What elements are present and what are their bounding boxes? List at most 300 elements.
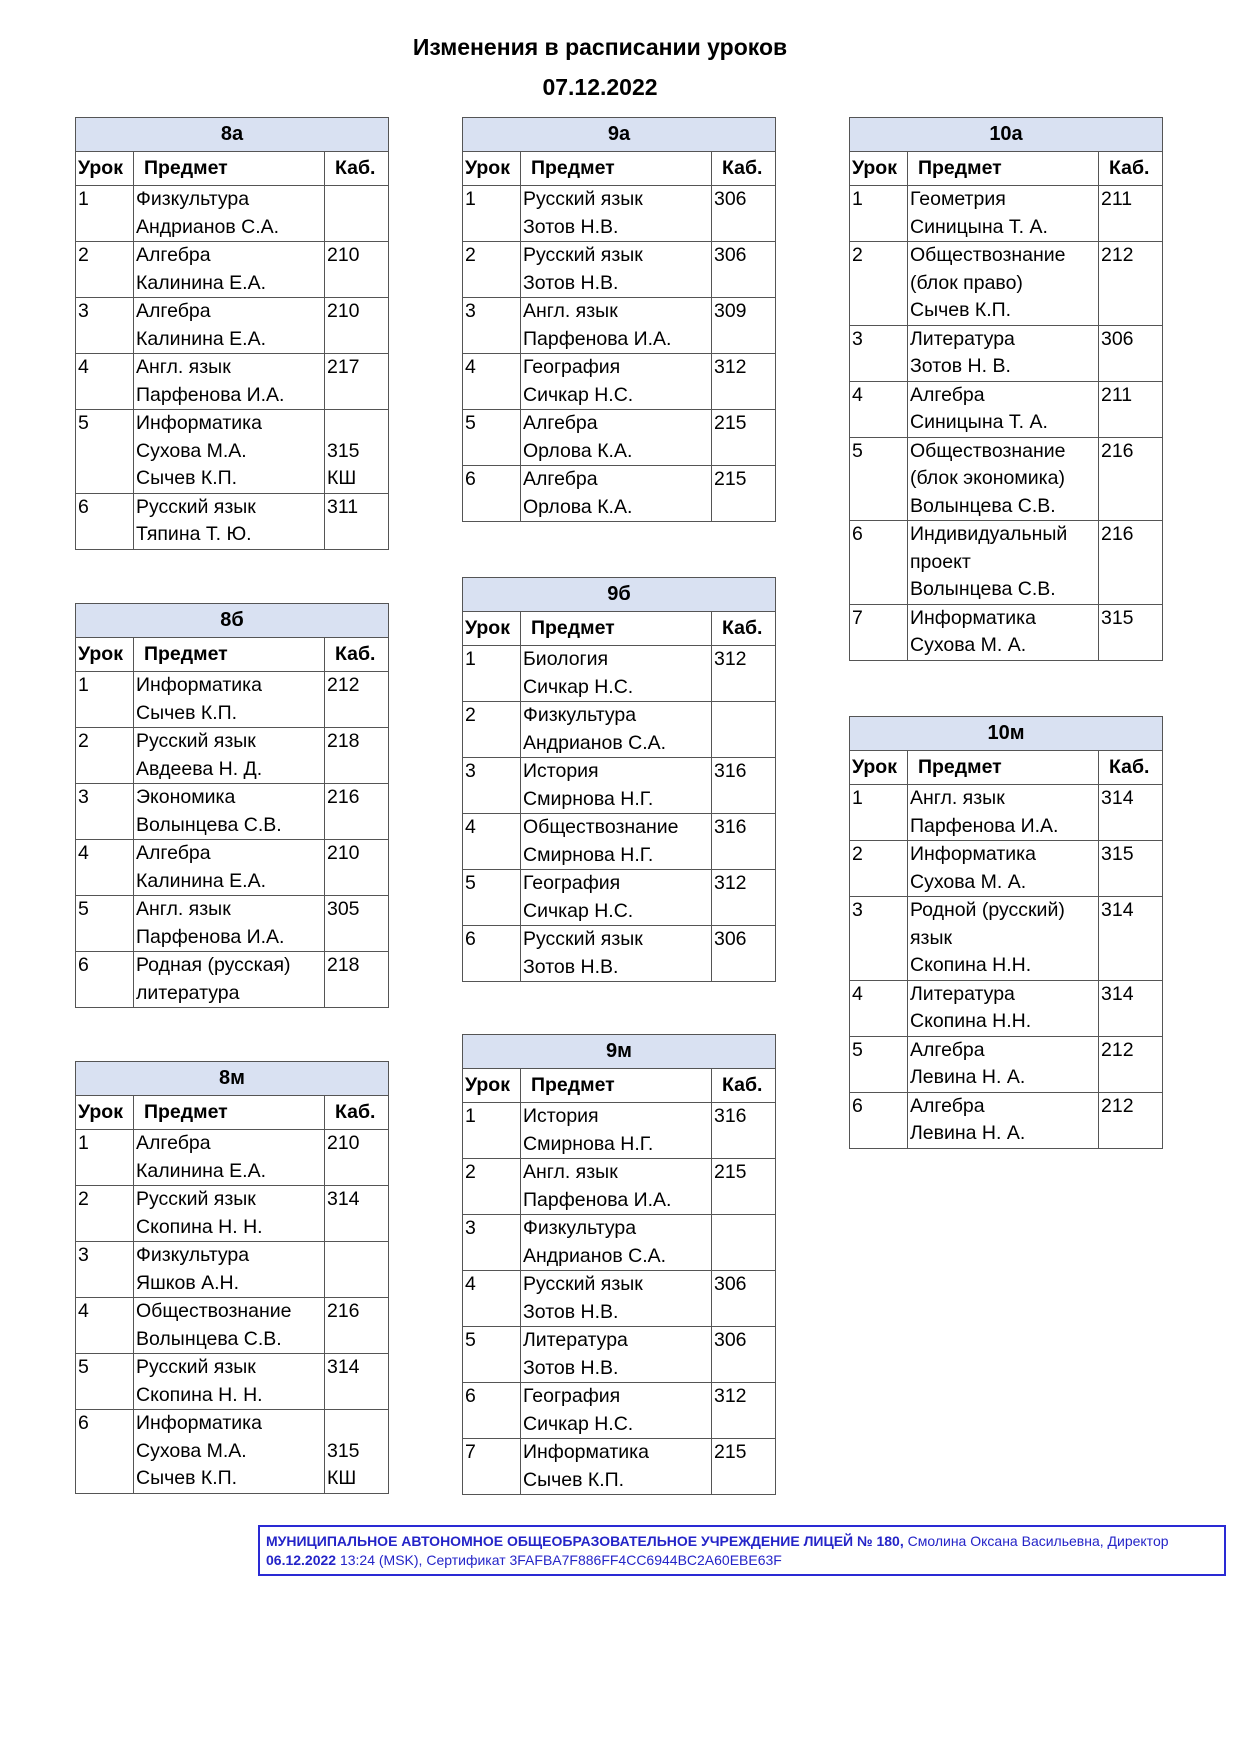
- room-cell: [324, 1354, 388, 1410]
- room-line: 315: [326, 1439, 360, 1462]
- column-header-room: Каб.: [711, 152, 775, 186]
- subject-line: Сухова М. А.: [910, 870, 1027, 893]
- subject-line: Литература: [910, 982, 1015, 1005]
- column-header-lesson: Урок: [76, 638, 134, 672]
- room-cell: [1098, 521, 1162, 605]
- table-row: [463, 186, 776, 242]
- table-row: [76, 1242, 389, 1298]
- column-header-lesson: Урок: [850, 751, 908, 785]
- table-row: [463, 870, 776, 926]
- table-row: [76, 728, 389, 784]
- subject-line: Русский язык: [136, 1188, 256, 1210]
- lesson-number: 4: [76, 354, 134, 410]
- room-line: 306: [713, 244, 747, 266]
- table-row: [463, 298, 776, 354]
- subject-line: Литература: [523, 1329, 628, 1351]
- column-header-room: Каб.: [324, 1096, 388, 1130]
- column-header-lesson: Урок: [850, 152, 908, 186]
- room-line: 211: [1100, 383, 1133, 406]
- table-row: [850, 521, 1163, 605]
- table-row: [76, 784, 389, 840]
- lesson-number: 6: [76, 493, 134, 549]
- subject-line: Смирнова Н.Г.: [523, 787, 654, 810]
- subject-line: Русский язык: [523, 928, 643, 950]
- subject-line: Алгебра: [910, 1094, 985, 1117]
- room-line: 211: [1100, 188, 1133, 210]
- room-cell: [711, 410, 775, 466]
- subject-cell: [134, 354, 325, 410]
- lesson-number: 3: [76, 784, 134, 840]
- subject-line: Алгебра: [136, 842, 211, 864]
- subject-line: Русский язык: [523, 244, 643, 266]
- subject-line: Парфенова И.А.: [910, 814, 1059, 837]
- table-row: [76, 298, 389, 354]
- subject-line: Физкультура: [136, 1244, 250, 1266]
- lesson-number: 6: [850, 1092, 908, 1148]
- room-cell: [1099, 1092, 1163, 1148]
- lesson-number: 2: [76, 1186, 134, 1242]
- lesson-number: 1: [850, 785, 908, 841]
- subject-line: Алгебра: [136, 1132, 211, 1154]
- subject-line: Родной (русский): [910, 899, 1065, 921]
- table-row: [463, 1215, 776, 1271]
- room-cell: [324, 186, 388, 242]
- room-line: 315: [1100, 606, 1134, 629]
- subject-line: Англ. язык: [136, 898, 231, 920]
- subject-cell: [521, 1383, 712, 1439]
- schedule-table-9b: [462, 577, 776, 982]
- subject-line: Андрианов С.А.: [523, 1244, 667, 1267]
- subject-cell: [908, 897, 1099, 981]
- subject-line: Алгебра: [523, 412, 598, 434]
- table-row: [850, 325, 1163, 381]
- room-cell: [711, 466, 775, 522]
- subject-line: Геометрия: [910, 188, 1006, 210]
- table-row: [76, 410, 389, 494]
- column-header-room: Каб.: [711, 612, 775, 646]
- subject-line: Парфенова И.А.: [136, 925, 285, 948]
- subject-line: Алгебра: [523, 468, 598, 490]
- lesson-number: 6: [463, 466, 521, 522]
- room-line: 212: [1101, 1038, 1134, 1061]
- subject-line: Сычев К.П.: [136, 467, 238, 489]
- room-cell: [711, 1215, 775, 1271]
- room-cell: [324, 1242, 388, 1298]
- subject-line: Авдеева Н. Д.: [136, 757, 263, 780]
- subject-line: Информатика: [136, 1412, 262, 1434]
- subject-line: Волынцева С.В.: [136, 1327, 282, 1350]
- subject-cell: [134, 410, 325, 494]
- lesson-number: 2: [463, 1159, 521, 1215]
- subject-cell: [521, 1439, 712, 1495]
- schedule-table-10m: [849, 716, 1163, 1149]
- subject-line: География: [523, 872, 621, 894]
- room-line: 218: [326, 730, 360, 752]
- room-line: 306: [713, 1329, 747, 1351]
- room-line: 212: [1100, 244, 1134, 266]
- subject-cell: [521, 1215, 712, 1271]
- subject-line: Литература: [910, 327, 1015, 350]
- lesson-number: 6: [463, 1383, 521, 1439]
- subject-line: Русский язык: [523, 1273, 643, 1295]
- table-row: [850, 1036, 1163, 1092]
- subject-line: Волынцева С.В.: [910, 578, 1056, 600]
- room-line: 218: [326, 954, 360, 976]
- subject-line: Родная (русская): [136, 954, 291, 976]
- lesson-number: 2: [463, 242, 521, 298]
- lesson-number: 1: [850, 186, 908, 242]
- subject-line: Сычев К.П.: [523, 1468, 625, 1491]
- subject-line: Англ. язык: [523, 300, 618, 322]
- signature-person: Смолина Оксана Васильевна, Директор: [907, 1533, 1169, 1549]
- subject-cell: [134, 896, 325, 952]
- subject-cell: [521, 298, 712, 354]
- subject-line: Обществознание: [910, 244, 1066, 266]
- room-cell: [324, 354, 388, 410]
- subject-cell: [521, 1327, 712, 1383]
- subject-line: Англ. язык: [136, 356, 231, 378]
- subject-cell: [134, 1410, 325, 1494]
- table-row: [850, 381, 1163, 437]
- subject-line: Зотов Н.В.: [523, 271, 619, 294]
- lesson-number: 1: [76, 1130, 134, 1186]
- subject-line: Волынцева С.В.: [136, 813, 282, 836]
- room-line: 306: [713, 1273, 747, 1295]
- room-line: [327, 410, 386, 438]
- room-line: КШ: [326, 467, 357, 489]
- schedule-table-8b: [75, 603, 389, 1008]
- table-row: [463, 1103, 776, 1159]
- room-cell: [1098, 325, 1162, 381]
- column-header-subject: Предмет: [134, 1096, 325, 1130]
- class-name-header: 8м: [76, 1062, 389, 1096]
- subject-cell: [134, 493, 325, 549]
- lesson-number: 6: [76, 952, 134, 1008]
- room-line: 306: [713, 928, 747, 950]
- subject-line: (блок экономика): [910, 467, 1065, 489]
- subject-line: Парфенова И.А.: [136, 383, 285, 406]
- subject-line: Обществознание: [910, 439, 1066, 462]
- room-line: 314: [1101, 787, 1134, 809]
- table-row: [463, 242, 776, 298]
- room-cell: [1098, 604, 1162, 660]
- room-cell: [324, 784, 388, 840]
- subject-cell: [134, 840, 325, 896]
- lesson-number: 6: [463, 926, 521, 982]
- schedule-table-9m: [462, 1034, 776, 1495]
- subject-cell: [134, 1354, 325, 1410]
- column-header-subject: Предмет: [908, 751, 1099, 785]
- subject-cell: [908, 785, 1099, 841]
- subject-line: Зотов Н.В.: [523, 955, 619, 978]
- digital-signature-stamp: [258, 1525, 1226, 1576]
- subject-line: Сычев К.П.: [136, 1467, 238, 1489]
- subject-line: язык: [910, 926, 953, 949]
- subject-cell: [134, 1186, 325, 1242]
- subject-cell: [908, 381, 1099, 437]
- room-line: 212: [1101, 1094, 1134, 1117]
- subject-line: Русский язык: [136, 730, 256, 752]
- lesson-number: 3: [76, 1242, 134, 1298]
- subject-cell: [521, 186, 712, 242]
- subject-line: История: [523, 760, 599, 782]
- subject-line: Скопина Н.Н.: [910, 954, 1032, 976]
- room-cell: [1098, 186, 1162, 242]
- subject-cell: [908, 325, 1099, 381]
- subject-line: Информатика: [523, 1441, 649, 1463]
- subject-line: Сичкар Н.С.: [523, 1412, 634, 1435]
- lesson-number: 3: [76, 298, 134, 354]
- room-line: 312: [713, 356, 747, 378]
- room-cell: [711, 1327, 775, 1383]
- room-cell: [324, 672, 388, 728]
- column-header-subject: Предмет: [134, 152, 325, 186]
- room-line: 212: [326, 674, 360, 696]
- lesson-number: 1: [463, 646, 521, 702]
- subject-line: Скопина Н.Н.: [910, 1010, 1032, 1032]
- column-header-room: Каб.: [1098, 152, 1162, 186]
- table-row: [463, 702, 776, 758]
- table-row: [463, 814, 776, 870]
- table-row: [76, 1186, 389, 1242]
- room-line: 312: [713, 648, 747, 670]
- table-row: [463, 354, 776, 410]
- class-name-header: 9а: [463, 118, 776, 152]
- subject-line: Сичкар Н.С.: [523, 899, 634, 922]
- lesson-number: 5: [76, 410, 134, 494]
- room-line: 314: [1101, 899, 1134, 921]
- lesson-number: 2: [76, 728, 134, 784]
- room-line: 210: [326, 1132, 360, 1154]
- subject-cell: [521, 814, 712, 870]
- room-line: 210: [326, 842, 360, 864]
- subject-line: География: [523, 356, 621, 378]
- schedule-table-10a: [849, 117, 1163, 661]
- column-header-lesson: Урок: [76, 152, 134, 186]
- lesson-number: 5: [463, 1327, 521, 1383]
- room-cell: [324, 1130, 388, 1186]
- class-name-header: 9м: [463, 1035, 776, 1069]
- table-row: [76, 354, 389, 410]
- room-line: 316: [713, 1105, 747, 1127]
- room-cell: [711, 926, 775, 982]
- subject-line: Зотов Н.В.: [523, 215, 619, 238]
- room-line: [327, 1410, 386, 1438]
- room-line: 311: [326, 495, 359, 518]
- lesson-number: 5: [850, 1036, 908, 1092]
- lesson-number: 3: [463, 298, 521, 354]
- subject-line: Калинина Е.А.: [136, 327, 267, 350]
- lesson-number: 4: [463, 814, 521, 870]
- lesson-number: 5: [76, 896, 134, 952]
- room-line: 215: [713, 468, 747, 490]
- room-cell: [711, 186, 775, 242]
- subject-line: Физкультура: [523, 704, 637, 726]
- subject-line: Андрианов С.А.: [136, 215, 280, 238]
- subject-line: Зотов Н.В.: [523, 1356, 619, 1379]
- room-cell: [324, 410, 388, 494]
- subject-cell: [134, 672, 325, 728]
- room-line: 309: [713, 300, 747, 322]
- subject-line: Физкультура: [523, 1217, 637, 1239]
- class-name-header: 8б: [76, 604, 389, 638]
- subject-line: Алгебра: [910, 1038, 985, 1061]
- room-line: 316: [713, 760, 747, 782]
- subject-line: Волынцева С.В.: [910, 494, 1056, 517]
- table-row: [463, 758, 776, 814]
- room-line: 315: [1101, 843, 1134, 865]
- lesson-number: 7: [850, 604, 908, 660]
- subject-cell: [908, 242, 1099, 326]
- subject-line: Информатика: [910, 606, 1036, 629]
- table-row: [76, 952, 389, 1008]
- room-line: 314: [1101, 982, 1134, 1005]
- subject-line: Калинина Е.А.: [136, 1159, 267, 1182]
- subject-cell: [521, 410, 712, 466]
- page-title: Изменения в расписании уроков: [412, 34, 788, 60]
- subject-line: Орлова К.А.: [523, 439, 633, 462]
- table-row: [463, 1271, 776, 1327]
- lesson-number: 2: [76, 242, 134, 298]
- lesson-number: 6: [76, 1410, 134, 1494]
- table-row: [76, 672, 389, 728]
- subject-cell: [908, 980, 1099, 1036]
- room-line: 216: [1100, 439, 1134, 462]
- table-row: [76, 242, 389, 298]
- lesson-number: 4: [76, 1298, 134, 1354]
- schedule-table-8a: [75, 117, 389, 550]
- subject-line: Андрианов С.А.: [523, 731, 667, 754]
- lesson-number: 3: [463, 758, 521, 814]
- subject-line: Физкультура: [136, 188, 250, 210]
- room-line: 316: [713, 816, 747, 838]
- subject-line: Смирнова Н.Г.: [523, 1132, 654, 1155]
- subject-line: Калинина Е.А.: [136, 869, 267, 892]
- room-line: 216: [326, 1300, 360, 1322]
- subject-cell: [521, 242, 712, 298]
- subject-line: Калинина Е.А.: [136, 271, 267, 294]
- room-cell: [711, 1103, 775, 1159]
- subject-line: Сычев К.П.: [136, 701, 238, 724]
- lesson-number: 5: [850, 437, 908, 521]
- subject-line: Сухова М. А.: [910, 634, 1027, 656]
- subject-line: Русский язык: [523, 188, 643, 210]
- room-line: 210: [326, 300, 360, 322]
- subject-line: Яшков А.Н.: [136, 1271, 240, 1294]
- table-row: [76, 1410, 389, 1494]
- table-row: [850, 1092, 1163, 1148]
- lesson-number: 4: [463, 354, 521, 410]
- column-header-lesson: Урок: [76, 1096, 134, 1130]
- room-line: 217: [326, 356, 360, 378]
- table-row: [76, 493, 389, 549]
- room-cell: [1098, 381, 1162, 437]
- room-cell: [711, 1159, 775, 1215]
- lesson-number: 3: [850, 897, 908, 981]
- room-line: 314: [326, 1356, 360, 1378]
- lesson-number: 3: [463, 1215, 521, 1271]
- room-cell: [324, 896, 388, 952]
- subject-line: Алгебра: [136, 300, 211, 322]
- room-cell: [711, 1383, 775, 1439]
- subject-line: Информатика: [136, 674, 262, 696]
- lesson-number: 2: [463, 702, 521, 758]
- subject-cell: [908, 841, 1099, 897]
- subject-cell: [521, 1271, 712, 1327]
- lesson-number: 4: [463, 1271, 521, 1327]
- subject-line: Англ. язык: [523, 1161, 618, 1183]
- subject-line: Алгебра: [136, 244, 211, 266]
- lesson-number: 5: [76, 1354, 134, 1410]
- subject-line: Индивидуальный: [910, 523, 1068, 545]
- room-cell: [324, 728, 388, 784]
- room-line: 314: [326, 1188, 360, 1210]
- column-header-lesson: Урок: [463, 612, 521, 646]
- subject-cell: [521, 702, 712, 758]
- subject-line: Сычев К.П.: [910, 299, 1012, 321]
- subject-cell: [134, 298, 325, 354]
- subject-cell: [521, 870, 712, 926]
- subject-line: Левина Н. А.: [910, 1122, 1026, 1144]
- subject-cell: [134, 728, 325, 784]
- subject-line: География: [523, 1385, 621, 1407]
- subject-line: проект: [910, 550, 971, 573]
- table-row: [850, 980, 1163, 1036]
- subject-cell: [908, 186, 1099, 242]
- room-cell: [324, 298, 388, 354]
- subject-cell: [134, 1242, 325, 1298]
- subject-cell: [908, 604, 1099, 660]
- table-row: [463, 466, 776, 522]
- lesson-number: 4: [850, 980, 908, 1036]
- signature-details: 13:24 (MSK), Сертификат 3FAFBA7F886FF4CC6944BC2A60EBE63F: [339, 1552, 782, 1568]
- subject-cell: [521, 1103, 712, 1159]
- table-row: [463, 1383, 776, 1439]
- schedule-table-8m: [75, 1061, 389, 1494]
- room-line: КШ: [326, 1467, 357, 1489]
- subject-line: Сухова М.А.: [136, 439, 247, 462]
- subject-line: Синицына Т. А.: [910, 411, 1048, 433]
- subject-cell: [134, 784, 325, 840]
- subject-line: литература: [136, 981, 240, 1004]
- room-line: 216: [1100, 523, 1134, 545]
- room-line: 306: [713, 188, 747, 210]
- table-row: [463, 1327, 776, 1383]
- lesson-number: 7: [463, 1439, 521, 1495]
- room-line: 215: [713, 1441, 747, 1463]
- room-cell: [1098, 242, 1162, 326]
- subject-line: (блок право): [910, 271, 1023, 294]
- column-header-room: Каб.: [711, 1069, 775, 1103]
- subject-line: Парфенова И.А.: [523, 1188, 672, 1211]
- signature-date: 06.12.2022: [266, 1552, 337, 1568]
- room-line: 306: [1100, 327, 1134, 350]
- table-row: [850, 785, 1163, 841]
- subject-line: История: [523, 1105, 599, 1127]
- table-row: [850, 186, 1163, 242]
- room-cell: [1099, 897, 1163, 981]
- subject-line: Обществознание: [523, 816, 679, 838]
- column-header-subject: Предмет: [908, 152, 1099, 186]
- subject-cell: [521, 466, 712, 522]
- column-header-lesson: Урок: [463, 152, 521, 186]
- room-cell: [711, 702, 775, 758]
- table-row: [850, 604, 1163, 660]
- subject-cell: [134, 1130, 325, 1186]
- table-row: [76, 896, 389, 952]
- room-cell: [324, 1298, 388, 1354]
- table-row: [76, 1354, 389, 1410]
